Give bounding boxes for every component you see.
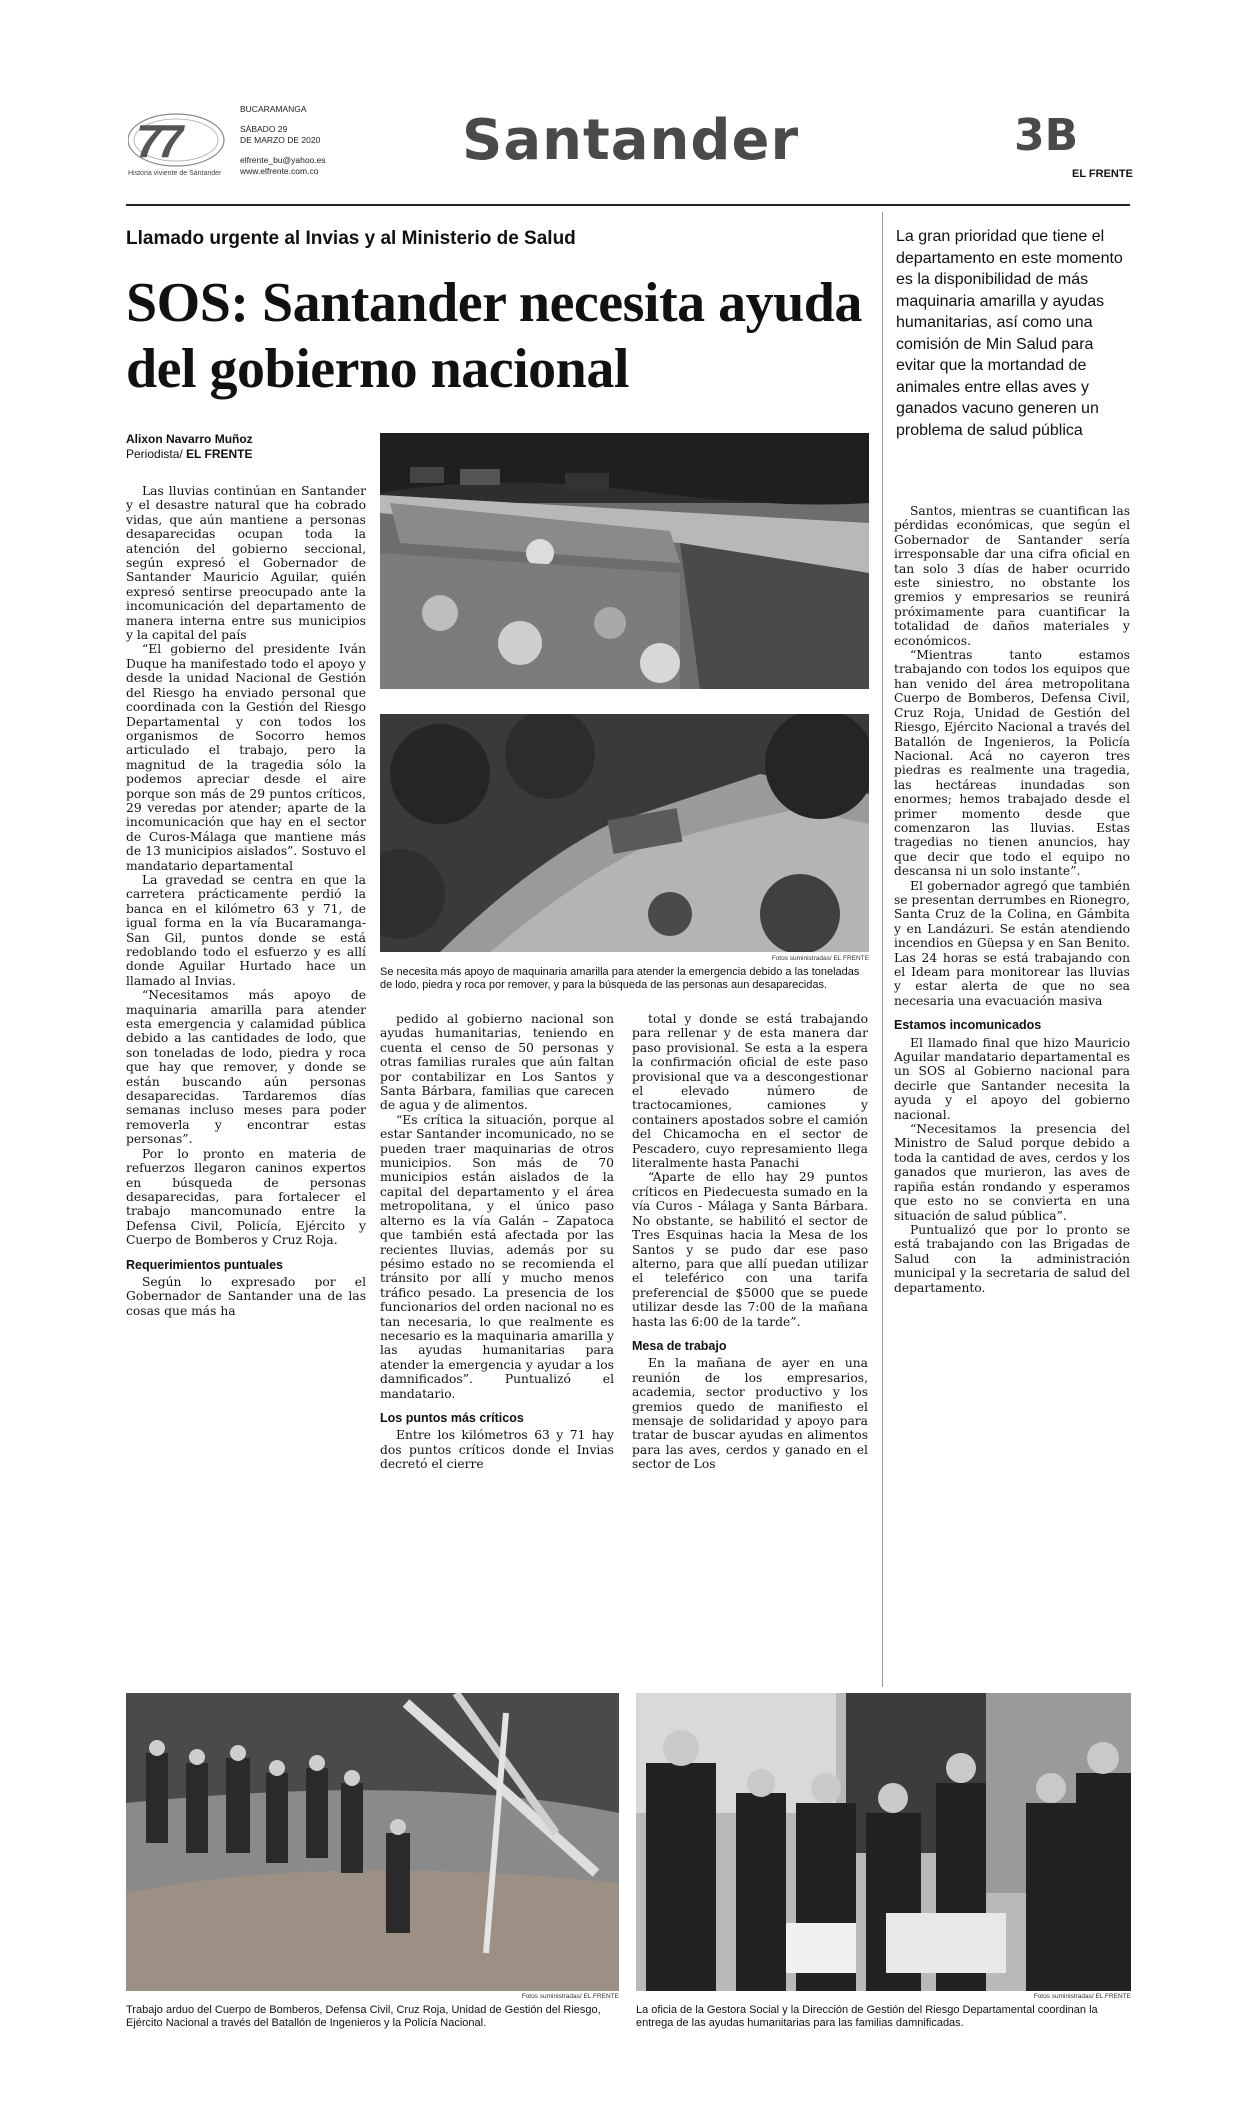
article-deck: La gran prioridad que tiene el departamento en este momento es la disponibilidad de más maquinaria amarilla y ayudas humanitarias, así como una comisión de Min Salud para evitar que la mortandad de animales entre ellas aves y ganados vacuno generen un problema de salud pública	[896, 228, 1123, 439]
paragraph: El gobernador agregó que también se presentan derrumbes en Rionegro, Santa Cruz de la Colina, en Gámbita y en Landázuri. Se están atendiendo incendios en Güepsa y en San Benito. Las 24 horas se está trabajando con el Ideam para monitorear las lluvias y estar alerta de que no sea necesaria una evacuación masiva	[894, 878, 1130, 1008]
subheading: Estamos incomunicados	[894, 1018, 1042, 1033]
article-headline: SOS: Santander necesita ayuda del gobierno nacional	[126, 272, 862, 400]
header-city: BUCARAMANGA	[240, 104, 307, 114]
paragraph: “Mientras tanto estamos trabajando con todos los equipos que han venido del área metropolitana Cuerpo de Bomberos, Defensa Civil, Cruz Roja, Unidad de Gestión del Riesgo, Ejército Nacional a través del Batallón de Ingenieros, la Policía Nacional. Acá no cayeron tres piedras es realmente una tragedia, las hectáreas inundadas son enormes; hemos trabajado desde el primer momento desde que comenzaron las lluvias. Estas tragedias no tienen anuncios, hay que decir que todo el equipo no descansa ni un solo instante”.	[894, 648, 1130, 879]
paragraph: En la mañana de ayer en una reunión de los empresarios, academia, sector productivo y los gremios quedo de manifiesto el mensaje de solidaridad y apoyo para tratar de buscar ayudas en alimentos para las aves, cerdos y ganado en el sector de Los	[632, 1356, 868, 1472]
photo-credit: Fotos suministradas/ EL FRENTE	[771, 955, 869, 962]
humanitarian-aid-photo	[636, 1693, 1131, 1991]
subheading: Los puntos más críticos	[380, 1410, 524, 1425]
photo-caption-bottom-right: La oficia de la Gestora Social y la Dirección de Gestión del Riesgo Departamental coordinan la entrega de las ayudas humanitarias para las familias damnificadas.	[636, 2004, 1098, 2029]
section-title: Santander	[462, 108, 800, 173]
article-column-3	[632, 1012, 868, 1472]
header-rule	[126, 204, 1130, 206]
article-kicker: Llamado urgente al Invias y al Ministerio de Salud	[126, 228, 576, 249]
header-date-line1: SÁBADO 29	[240, 124, 288, 134]
header-meta	[240, 104, 390, 177]
logo-subtitle: Historia viviente de Santander	[128, 170, 222, 177]
road-damage-photo	[380, 433, 869, 689]
humanitarian-aid-image	[636, 1693, 1131, 1991]
rescue-workers-photo	[126, 1693, 619, 1991]
paragraph: Por lo pronto en materia de refuerzos llegaron caninos expertos en búsqueda de personas desaparecidas, para fortalecer el trabajo mancomunado entre la Defensa Civil, Policía, Ejército y Cuerpo de Bomberos y Cruz Roja.	[126, 1146, 366, 1248]
paragraph: Puntualizó que por lo pronto se está trabajando con las Brigadas de Salud con la administración municipal y la secretaria de salud del departamento.	[894, 1222, 1130, 1295]
photo-caption-top: Se necesita más apoyo de maquinaria amarilla para atender la emergencia debido a las toneladas de lodo, piedra y roca por remover, y para la búsqueda de las personas aun desaparecidas.	[380, 966, 860, 991]
article-column-2	[380, 1012, 614, 1472]
paragraph: “Necesitamos más apoyo de maquinaria amarilla para atender esta emergencia y calamidad pública debido a las cantidades de lodo, que son toneladas de lodo, piedra y roca que hay que remover, y donde se están buscando aún personas desaparecidas. Tardaremos días semanas incluso meses para poder removerla y encontrar estas personas”.	[126, 988, 366, 1147]
author-role: Periodista/	[126, 447, 183, 461]
photo-caption-bottom-left: Trabajo arduo del Cuerpo de Bomberos, Defensa Civil, Cruz Roja, Unidad de Gestión del Riesgo, Ejército Nacional a través del Batallón de Ingenieros y la Policía Nacional.	[126, 2004, 601, 2029]
brand-name: EL FRENTE	[1072, 168, 1133, 180]
subheading: Mesa de trabajo	[632, 1338, 727, 1353]
column-divider	[882, 212, 883, 1687]
road-damage-image	[380, 433, 869, 689]
photo-credit: Fotos suministradas/ EL FRENTE	[1033, 1993, 1131, 2000]
page-number: 3B	[1014, 110, 1079, 161]
article-column-4	[894, 504, 1130, 1295]
paragraph: Entre los kilómetros 63 y 71 hay dos puntos críticos donde el Invias decretó el cierre	[380, 1428, 614, 1472]
photo-credit: Fotos suministradas/ EL FRENTE	[521, 1993, 619, 2000]
flood-aerial-image	[380, 714, 869, 952]
paragraph: La gravedad se centra en que la carretera prácticamente perdió la banca en el kilómetro 63 y 71, de igual forma en la vía Bucaramanga-San Gil, puntos donde se está redoblando todo el esfuerzo y es allí donde Aguilar Hurtado hace un llamado al Invias.	[126, 872, 366, 988]
author-outlet: EL FRENTE	[186, 447, 253, 461]
byline	[126, 432, 366, 462]
paragraph: “El gobierno del presidente Iván Duque ha manifestado todo el apoyo y desde la unidad Nacional de Gestión del Riesgo ha enviado personal que coordinada con la Gestión del Riesgo Departamental y con todos los organismos de Socorro hemos articulado el trabajo, pero la magnitud de la tragedia sólo la podemos apreciar desde el aire porque son más de 29 puntos críticos, 29 veredas por atender; aparte de la incomunicación que hay en el sector de Curos-Málaga que mantiene más de 13 municipios aislados”. Sostuvo el mandatario departamental	[126, 642, 366, 873]
article-column-1	[126, 484, 366, 1318]
paragraph: “Necesitamos la presencia del Ministro de Salud porque debido a toda la cantidad de aves, cerdos y los ganados que murieron, las aves de rapiña están rondando y esperamos que esto no se convierta en una situación de salud pública”.	[894, 1122, 1130, 1223]
paragraph: total y donde se está trabajando para rellenar y de esta manera dar paso provisional. Se esta a la espera la confirmación oficial de este paso provisional que va a descongestionar el elevado número de tractocamiones, camiones y containers apostados sobre el camión del Chicamocha en el sector de Pescadero, cuyo represamiento llega literalmente hasta Panachi	[632, 1012, 868, 1171]
header-date-line2: DE MARZO DE 2020	[240, 135, 321, 145]
author-name: Alixon Navarro Muñoz	[126, 432, 253, 446]
paragraph: Las lluvias continúan en Santander y el desastre natural que ha cobrado vidas, que aún mantiene a personas desaparecidas ocupan toda la atención del gobierno seccional, según expresó el Gobernador de Santander Mauricio Aguilar, quién expresó sentirse preocupado ante la incomunicación del departamento de manera interna entre sus municipios y la capital del país	[126, 484, 366, 643]
paragraph: El llamado final que hizo Mauricio Aguilar mandatario departamental es un SOS al Gobierno nacional para decirle que Santander necesita la ayuda y el apoyo del gobierno nacional.	[894, 1035, 1130, 1122]
header-email[interactable]: elfrente_bu@yahoo.es	[240, 155, 326, 165]
header-website[interactable]: www.elfrente.com.co	[240, 166, 319, 176]
subheading: Requerimientos puntuales	[126, 1257, 283, 1272]
paragraph: “Es crítica la situación, porque al estar Santander incomunicado, no se pueden traer maquinarias de otros municipios. Son más de 70 municipios están aislados de la capital del departamento y el área metropolitana, y el único paso alterno es la vía Galán – Zapatoca que también está afectada por las recientes lluvias, además por su pésimo estado no se recomienda el tránsito por allí y mucho menos tráfico pesado. La presencia de los funcionarios del orden nacional no es tan necesaria, lo que realmente es necesario es la maquinaria amarilla y las ayudas humanitarias para atender la emergencia y ayudar a los damnificados”. Puntualizó el mandatario.	[380, 1112, 615, 1401]
paragraph: pedido al gobierno nacional son ayudas humanitarias, teniendo en cuenta el censo de 50 personas y otras familias rurales que aún faltan por contabilizar en Los Santos y Santa Bárbara, familias que carecen de agua y de alimentos.	[380, 1012, 614, 1113]
logo-number: 77	[136, 115, 180, 167]
paragraph: Santos, mientras se cuantifican las pérdidas económicas, que según el Gobernador de Santander sería irresponsable dar una cifra oficial en tan solo 3 días de haber ocurrido este siniestro, no obstante los gremios y empresarios se reunirá próximamente para cuantificar la totalidad de daños materiales y económicos.	[894, 504, 1130, 648]
paragraph: “Aparte de ello hay 29 puntos críticos en Piedecuesta sumado en la vía Curos - Málaga y Santa Bárbara. No obstante, se habilitó el sector de Tres Esquinas hacia la Mesa de los Santos y se pudo dar ese paso alterno, para que allí puedan utilizar el teleférico con una tarifa preferencial de $5000 que se puede utilizar desde las 7:00 de la mañana hasta las 6:00 de la tarde”.	[632, 1170, 868, 1329]
flood-aerial-photo	[380, 714, 869, 952]
rescue-workers-image	[126, 1693, 619, 1991]
paragraph: Según lo expresado por el Gobernador de Santander una de las cosas que más ha	[126, 1274, 366, 1318]
newspaper-logo	[128, 106, 238, 186]
